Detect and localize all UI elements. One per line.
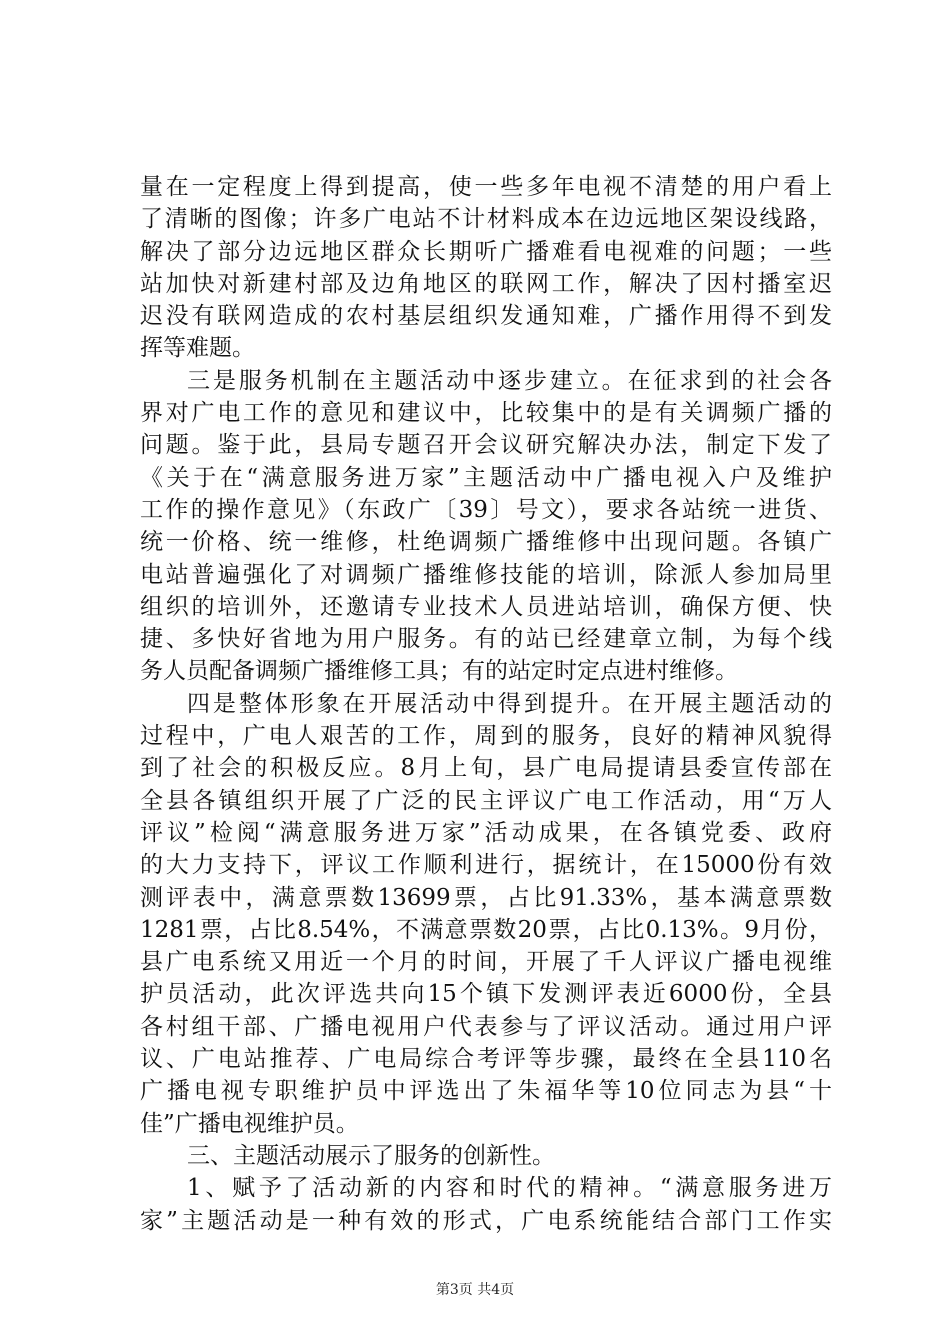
text-line: 三是服务机制在主题活动中逐步建立。在征求到的社会各 [187, 367, 832, 394]
text-line: 到了社会的积极反应。8月上旬，县广电局提请县委宣传部在 [140, 755, 832, 782]
text-line: 四是整体形象在开展活动中得到提升。在开展主题活动的 [187, 690, 832, 717]
text-line: 议、广电站推荐、广电局综合考评等步骤，最终在全县110名 [140, 1046, 832, 1073]
text-line: 广播电视专职维护员中评选出了朱福华等10位同志为县“十 [140, 1078, 832, 1105]
text-line: 各村组干部、广播电视用户代表参与了评议活动。通过用户评 [140, 1013, 832, 1040]
text-line: 组织的培训外，还邀请专业技术人员进站培训，确保方便、快 [140, 593, 832, 620]
text-line: 界对广电工作的意见和建议中，比较集中的是有关调频广播的 [140, 400, 832, 427]
text-line: 挥等难题。 [140, 335, 255, 362]
text-line: 捷、多快好省地为用户服务。有的站已经建章立制，为每个线 [140, 626, 832, 653]
text-line: 1281票，占比8.54%，不满意票数20票，占比0.13%。9月份， [140, 916, 832, 943]
text-line: 护员活动，此次评选共向15个镇下发测评表近6000份，全县 [140, 981, 832, 1008]
text-line: 全县各镇组织开展了广泛的民主评议广电工作活动，用“万人 [140, 787, 832, 814]
text-line: 迟没有联网造成的农村基层组织发通知难，广播作用得不到发 [140, 303, 832, 330]
text-line: 问题。鉴于此，县局专题召开会议研究解决办法，制定下发了 [140, 432, 832, 459]
text-line: 了清晰的图像；许多广电站不计材料成本在边远地区架设线路， [140, 206, 832, 233]
text-line: 务人员配备调频广播维修工具；有的站定时定点进村维修。 [140, 658, 738, 685]
text-line: 解决了部分边远地区群众长期听广播难看电视难的问题；一些 [140, 238, 832, 265]
document-body [140, 171, 832, 1237]
text-line: 测评表中，满意票数13699票，占比91.33%，基本满意票数 [140, 884, 832, 911]
text-line: 三、主题活动展示了服务的创新性。 [187, 1142, 555, 1169]
text-line: 量在一定程度上得到提高，使一些多年电视不清楚的用户看上 [140, 174, 832, 200]
page-footer [0, 1279, 950, 1299]
text-line: 佳”广播电视维护员。 [140, 1110, 359, 1137]
text-line: 《关于在“满意服务进万家”主题活动中广播电视入户及维护 [140, 464, 832, 491]
text-line: 工作的操作意见》（东政广〔39〕号文），要求各站统一进货、 [140, 496, 832, 523]
text-line: 县广电系统又用近一个月的时间，开展了千人评议广播电视维 [140, 949, 832, 976]
text-line: 1、赋予了活动新的内容和时代的精神。“满意服务进万 [187, 1175, 832, 1202]
text-line: 的大力支持下，评议工作顺利进行，据统计，在15000份有效 [140, 852, 832, 879]
text-line: 统一价格、统一维修，杜绝调频广播维修中出现问题。各镇广 [140, 529, 832, 556]
text-line: 电站普遍强化了对调频广播维修技能的培训，除派人参加局里 [140, 561, 832, 588]
text-line: 家”主题活动是一种有效的形式，广电系统能结合部门工作实 [140, 1207, 832, 1234]
text-line: 过程中，广电人艰苦的工作，周到的服务，良好的精神风貌得 [140, 723, 832, 750]
text-line: 站加快对新建村部及边角地区的联网工作，解决了因村播室迟 [140, 270, 832, 297]
text-line: 评议”检阅“满意服务进万家”活动成果，在各镇党委、政府 [140, 819, 832, 846]
page-number-label: 第3页 共4页 [435, 1282, 515, 1298]
